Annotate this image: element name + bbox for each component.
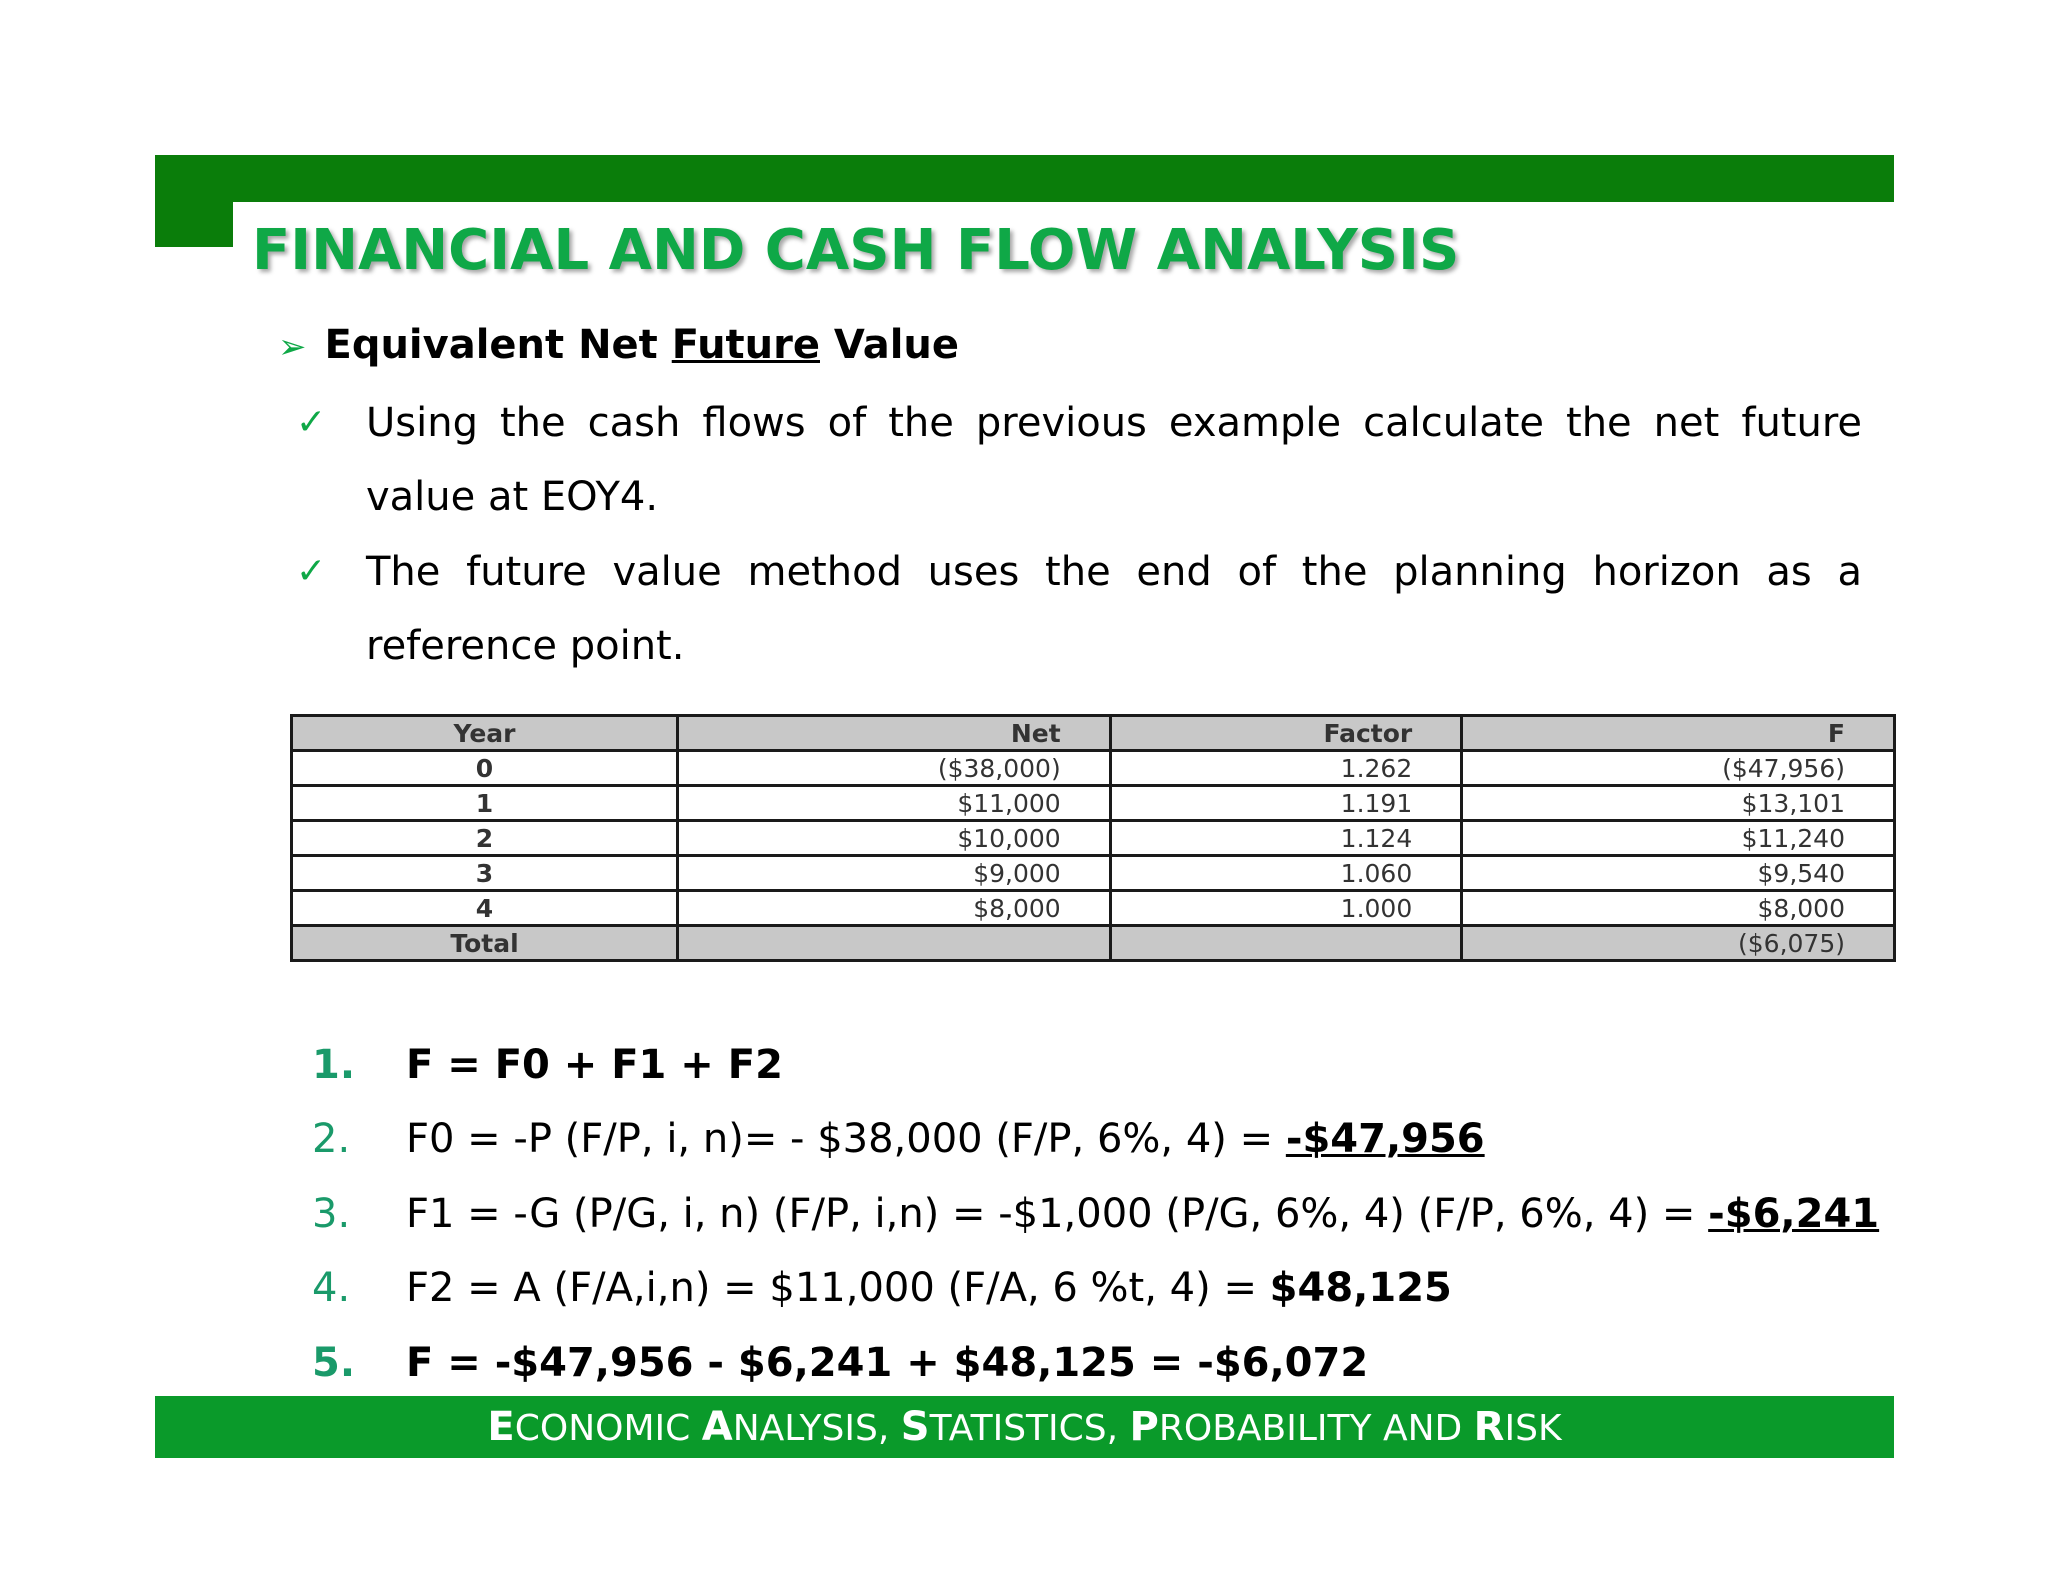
factor-cell: 1.191 <box>1110 786 1462 821</box>
arrow-bullet-icon: ➢ <box>278 327 307 367</box>
equation-line <box>312 1191 1879 1237</box>
total-f-cell: ($6,075) <box>1462 926 1895 961</box>
table-row <box>292 856 1895 891</box>
equation-number: 5. <box>312 1340 356 1386</box>
table-row <box>292 751 1895 786</box>
equation-line <box>312 1116 1485 1162</box>
slide-title: FINANCIAL AND CASH FLOW ANALYSIS <box>252 218 1460 283</box>
net-cell <box>678 926 1111 961</box>
year-cell: 2 <box>292 821 678 856</box>
equation-number: 2. <box>312 1116 351 1162</box>
equation-result: -$6,241 <box>1708 1191 1880 1237</box>
section-heading <box>278 322 959 368</box>
table-row <box>292 786 1895 821</box>
bullet-text: Using the cash flows of the previous example calculate the net future value at EOY4. <box>366 400 1862 520</box>
footer-initial: A <box>701 1404 733 1450</box>
equation-text: F = -$47,956 - $6,241 + $48,125 = -$6,072 <box>406 1340 1369 1386</box>
equation-text: F1 = -G (P/G, i, n) (F/P, i,n) = -$1,000 (P/G, 6%, 4) (F/P, 6%, 4) = <box>406 1191 1709 1237</box>
footer-initial: P <box>1129 1404 1159 1450</box>
bullet-item <box>296 535 1862 683</box>
column-header: F <box>1462 716 1895 751</box>
equation-text: F0 = -P (F/P, i, n)= - $38,000 (F/P, 6%, 4) = <box>406 1116 1286 1162</box>
header-band <box>155 155 1894 202</box>
f-cell: $13,101 <box>1462 786 1895 821</box>
year-cell: 4 <box>292 891 678 926</box>
f-cell: ($47,956) <box>1462 751 1895 786</box>
footer-initial: E <box>487 1404 515 1450</box>
checkmark-icon: ✓ <box>296 551 327 592</box>
table-total-row <box>292 926 1895 961</box>
f-cell: $11,240 <box>1462 821 1895 856</box>
heading-prefix: Equivalent Net <box>324 322 672 368</box>
total-label: Total <box>292 926 678 961</box>
heading-suffix: Value <box>820 322 960 368</box>
column-header: Year <box>292 716 678 751</box>
header-left-tab <box>155 155 233 247</box>
table-row <box>292 891 1895 926</box>
factor-cell: 1.124 <box>1110 821 1462 856</box>
equation-text: F2 = A (F/A,i,n) = $11,000 (F/A, 6 %t, 4) = <box>406 1265 1270 1311</box>
bullet-text: The future value method uses the end of the planning horizon as a reference point. <box>366 549 1862 669</box>
net-cell: $11,000 <box>678 786 1111 821</box>
year-cell: 1 <box>292 786 678 821</box>
equation-result: $48,125 <box>1269 1265 1452 1311</box>
equation-line <box>312 1042 783 1088</box>
table-header-row <box>292 716 1895 751</box>
footer-word: ROBABILITY AND <box>1158 1408 1474 1449</box>
equation-text: F = F0 + F1 + F2 <box>406 1042 783 1088</box>
year-cell: 3 <box>292 856 678 891</box>
factor-cell: 1.060 <box>1110 856 1462 891</box>
footer-initial: R <box>1473 1404 1505 1450</box>
footer-initial: S <box>900 1404 930 1450</box>
net-cell: $9,000 <box>678 856 1111 891</box>
factor-cell: 1.000 <box>1110 891 1462 926</box>
footer-word: CONOMIC <box>514 1408 702 1449</box>
bullet-item <box>296 386 1862 534</box>
equation-number: 1. <box>312 1042 356 1088</box>
net-cell: ($38,000) <box>678 751 1111 786</box>
footer-band <box>155 1396 1894 1458</box>
equation-result: -$47,956 <box>1285 1116 1485 1162</box>
f-cell: $8,000 <box>1462 891 1895 926</box>
cash-flow-table <box>290 714 1896 962</box>
factor-cell: 1.262 <box>1110 751 1462 786</box>
checkmark-icon: ✓ <box>296 402 327 443</box>
factor-cell <box>1110 926 1462 961</box>
net-cell: $10,000 <box>678 821 1111 856</box>
net-cell: $8,000 <box>678 891 1111 926</box>
table-row <box>292 821 1895 856</box>
year-cell: 0 <box>292 751 678 786</box>
equation-number: 3. <box>312 1191 351 1237</box>
equation-line <box>312 1265 1452 1311</box>
column-header: Net <box>678 716 1111 751</box>
footer-word: ISK <box>1504 1408 1562 1449</box>
column-header: Factor <box>1110 716 1462 751</box>
f-cell: $9,540 <box>1462 856 1895 891</box>
footer-word: NALYSIS, <box>732 1408 901 1449</box>
equation-line <box>312 1340 1368 1386</box>
heading-underlined-word: Future <box>671 322 820 368</box>
footer-word: TATISTICS, <box>929 1408 1130 1449</box>
equation-number: 4. <box>312 1265 351 1311</box>
